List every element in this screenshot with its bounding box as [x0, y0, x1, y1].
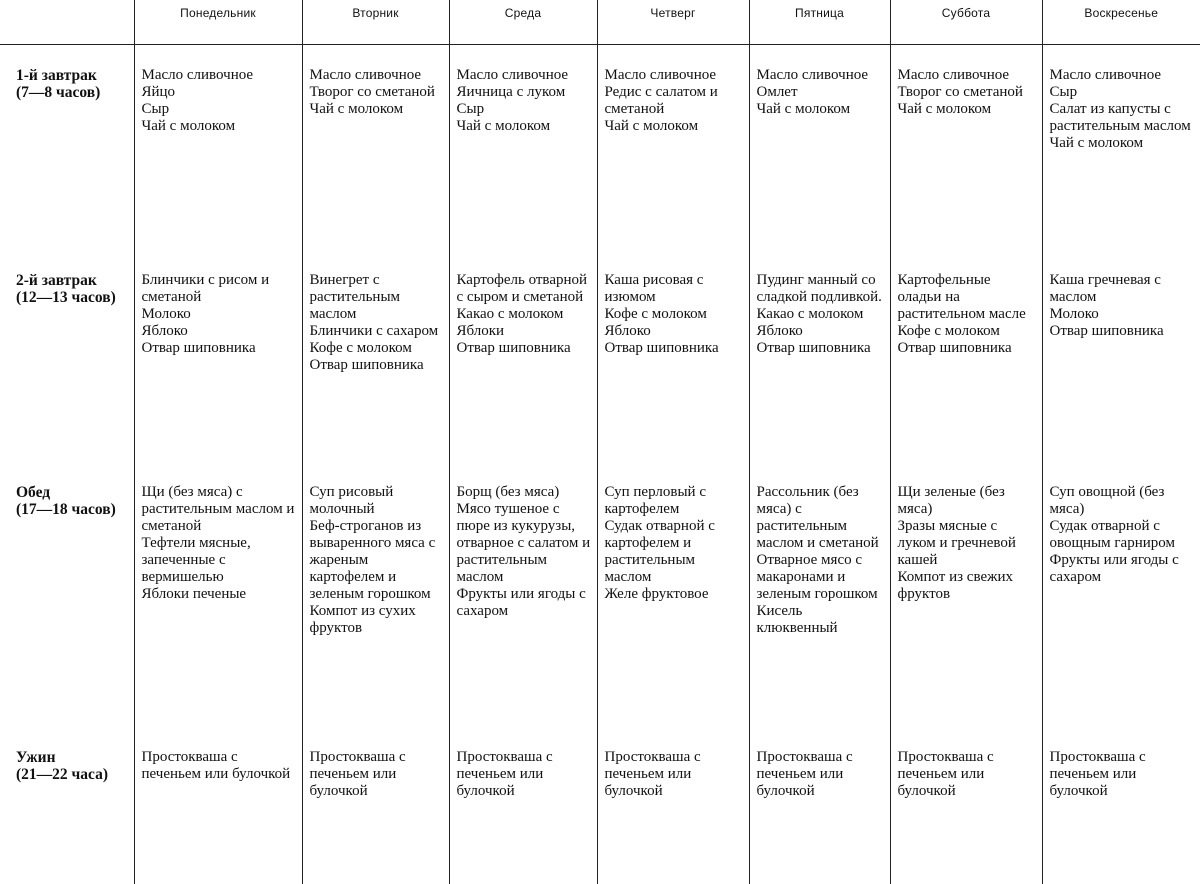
day-header: Понедельник [134, 0, 302, 45]
meal-row [0, 45, 1200, 251]
dish-item: Яичница с луком [456, 84, 566, 100]
dish-item: Суп овощной (без мяса) [1049, 484, 1165, 517]
dish-item: Судак отварной с овощным гарниром [1049, 518, 1175, 551]
meal-label-cell [0, 462, 134, 727]
dish-item: Компот из сухих фруктов [309, 603, 416, 636]
menu-cell [449, 250, 597, 462]
dish-item: Омлет [756, 84, 798, 100]
menu-cell [134, 250, 302, 462]
dish-item: Простокваша с печеньем или булочкой [897, 749, 994, 799]
dish-item: Картофельные оладьи на растительном масле [897, 272, 1026, 322]
dish-item: Отварное мясо с макаронами и зеленым горошком [756, 552, 878, 602]
dish-item: Творог со сметаной [309, 84, 435, 100]
day-header: Воскресенье [1042, 0, 1200, 45]
dish-item: Кисель клюквенный [756, 603, 838, 636]
dish-item: Пудинг манный со сладкой подливкой. [756, 272, 882, 305]
meal-time: (12—13 часов) [16, 289, 116, 306]
menu-cell [302, 462, 449, 727]
dish-item: Компот из свежих фруктов [897, 569, 1014, 602]
dish-item: Яблоки [456, 323, 505, 339]
dish-item: Отвар шиповника [1049, 323, 1164, 339]
dish-item: Яблоко [604, 323, 651, 339]
dish-item: Отвар шиповника [309, 357, 424, 373]
menu-cell [597, 250, 749, 462]
meal-label-cell [0, 250, 134, 462]
menu-cell [449, 727, 597, 884]
dish-item: Масло сливочное [1049, 67, 1162, 83]
dish-item: Зразы мясные с луком и гречневой кашей [897, 518, 1016, 568]
dish-item: Фрукты или ягоды с сахаром [1049, 552, 1179, 585]
dish-item: Кофе с молоком [309, 340, 412, 356]
menu-cell [890, 727, 1042, 884]
dish-item: Судак отварной с картофелем и растительным маслом [604, 518, 715, 585]
menu-cell [1042, 727, 1200, 884]
dish-item: Кофе с молоком [604, 306, 707, 322]
dish-item: Молоко [1049, 306, 1099, 322]
menu-cell [890, 45, 1042, 251]
meal-row [0, 462, 1200, 727]
dish-item: Сыр [1049, 84, 1078, 100]
dish-item: Яблоки печеные [141, 586, 247, 602]
menu-cell [302, 727, 449, 884]
meal-name: 2-й завтрак [16, 272, 97, 289]
meal-label-cell [0, 45, 134, 251]
dish-item: Сыр [456, 101, 485, 117]
menu-cell [749, 727, 890, 884]
meal-time: (7—8 часов) [16, 84, 101, 101]
dish-item: Масло сливочное [141, 67, 254, 83]
dish-item: Простокваша с печеньем или булочкой [1049, 749, 1146, 799]
dish-item: Яблоко [756, 323, 803, 339]
dish-item: Простокваша с печеньем или булочкой [756, 749, 853, 799]
menu-cell [597, 45, 749, 251]
menu-cell [890, 462, 1042, 727]
header-row [0, 0, 1200, 45]
menu-cell [449, 45, 597, 251]
dish-item: Блинчики с сахаром [309, 323, 439, 339]
day-header: Четверг [597, 0, 749, 45]
dish-item: Масло сливочное [456, 67, 569, 83]
menu-cell [134, 45, 302, 251]
menu-cell [890, 250, 1042, 462]
dish-item: Рассольник (без мяса) с растительным маслом и сметаной [756, 484, 879, 551]
dish-item: Чай с молоком [141, 118, 236, 134]
dish-item: Масло сливочное [897, 67, 1010, 83]
menu-cell [597, 462, 749, 727]
dish-item: Щи (без мяса) с растительным маслом и сметаной [141, 484, 295, 534]
dish-item: Масло сливочное [309, 67, 422, 83]
dish-item: Простокваша с печеньем или булочкой [141, 749, 291, 782]
dish-item: Чай с молоком [456, 118, 551, 134]
dish-item: Каша рисовая с изюмом [604, 272, 704, 305]
meal-name: Обед [16, 484, 51, 501]
dish-item: Блинчики с рисом и сметаной [141, 272, 270, 305]
dish-item: Винегрет с растительным маслом [309, 272, 401, 322]
dish-item: Желе фруктовое [604, 586, 709, 602]
meal-label-cell [0, 727, 134, 884]
dish-item: Какао с молоком [456, 306, 564, 322]
menu-cell [134, 462, 302, 727]
dish-item: Чай с молоком [756, 101, 851, 117]
menu-cell [1042, 250, 1200, 462]
menu-cell [749, 250, 890, 462]
dish-item: Каша гречневая с маслом [1049, 272, 1161, 305]
dish-item: Простокваша с печеньем или булочкой [604, 749, 701, 799]
day-header: Пятница [749, 0, 890, 45]
dish-item: Отвар шиповника [604, 340, 719, 356]
meal-time: (17—18 часов) [16, 501, 116, 518]
dish-item: Тефтели мясные, запеченные с вермишелью [141, 535, 251, 585]
meal-time: (21—22 часа) [16, 766, 109, 783]
meal-name: Ужин [16, 749, 56, 766]
dish-item: Отвар шиповника [897, 340, 1012, 356]
dish-item: Суп перловый с картофелем [604, 484, 706, 517]
menu-cell [302, 250, 449, 462]
dish-item: Чай с молоком [897, 101, 992, 117]
dish-item: Борщ (без мяса) [456, 484, 560, 500]
dish-item: Масло сливочное [756, 67, 869, 83]
menu-cell [1042, 462, 1200, 727]
dish-item: Яблоко [141, 323, 188, 339]
dish-item: Какао с молоком [756, 306, 864, 322]
menu-cell [134, 727, 302, 884]
dish-item: Простокваша с печеньем или булочкой [309, 749, 406, 799]
menu-cell [449, 462, 597, 727]
dish-item: Беф-строганов из вываренного мяса с жареным картофелем и зеленым горошком [309, 518, 436, 602]
menu-cell [1042, 45, 1200, 251]
day-header: Суббота [890, 0, 1042, 45]
dish-item: Фрукты или ягоды с сахаром [456, 586, 586, 619]
meal-name: 1-й завтрак [16, 67, 97, 84]
dish-item: Салат из капусты с растительным маслом [1049, 101, 1191, 134]
dish-item: Отвар шиповника [456, 340, 571, 356]
menu-cell [302, 45, 449, 251]
dish-item: Суп рисовый молочный [309, 484, 394, 517]
dish-item: Простокваша с печеньем или булочкой [456, 749, 553, 799]
dish-item: Картофель отварной с сыром и сметаной [456, 272, 588, 305]
dish-item: Мясо тушеное с пюре из кукурузы, отварное с салатом и растительным маслом [456, 501, 591, 585]
dish-item: Отвар шиповника [756, 340, 871, 356]
dish-item: Сыр [141, 101, 170, 117]
menu-cell [749, 45, 890, 251]
dish-item: Редис с салатом и сметаной [604, 84, 718, 117]
menu-cell [749, 462, 890, 727]
meal-row [0, 250, 1200, 462]
dish-item: Творог со сметаной [897, 84, 1023, 100]
dish-item: Яйцо [141, 84, 176, 100]
dish-item: Отвар шиповника [141, 340, 256, 356]
corner-cell [0, 0, 134, 45]
dish-item: Чай с молоком [1049, 135, 1144, 151]
dish-item: Щи зеленые (без мяса) [897, 484, 1005, 517]
dish-item: Масло сливочное [604, 67, 717, 83]
dish-item: Кофе с молоком [897, 323, 1000, 339]
day-header: Среда [449, 0, 597, 45]
day-header: Вторник [302, 0, 449, 45]
menu-cell [597, 727, 749, 884]
dish-item: Чай с молоком [604, 118, 699, 134]
meal-row [0, 727, 1200, 884]
dish-item: Чай с молоком [309, 101, 404, 117]
dish-item: Молоко [141, 306, 191, 322]
